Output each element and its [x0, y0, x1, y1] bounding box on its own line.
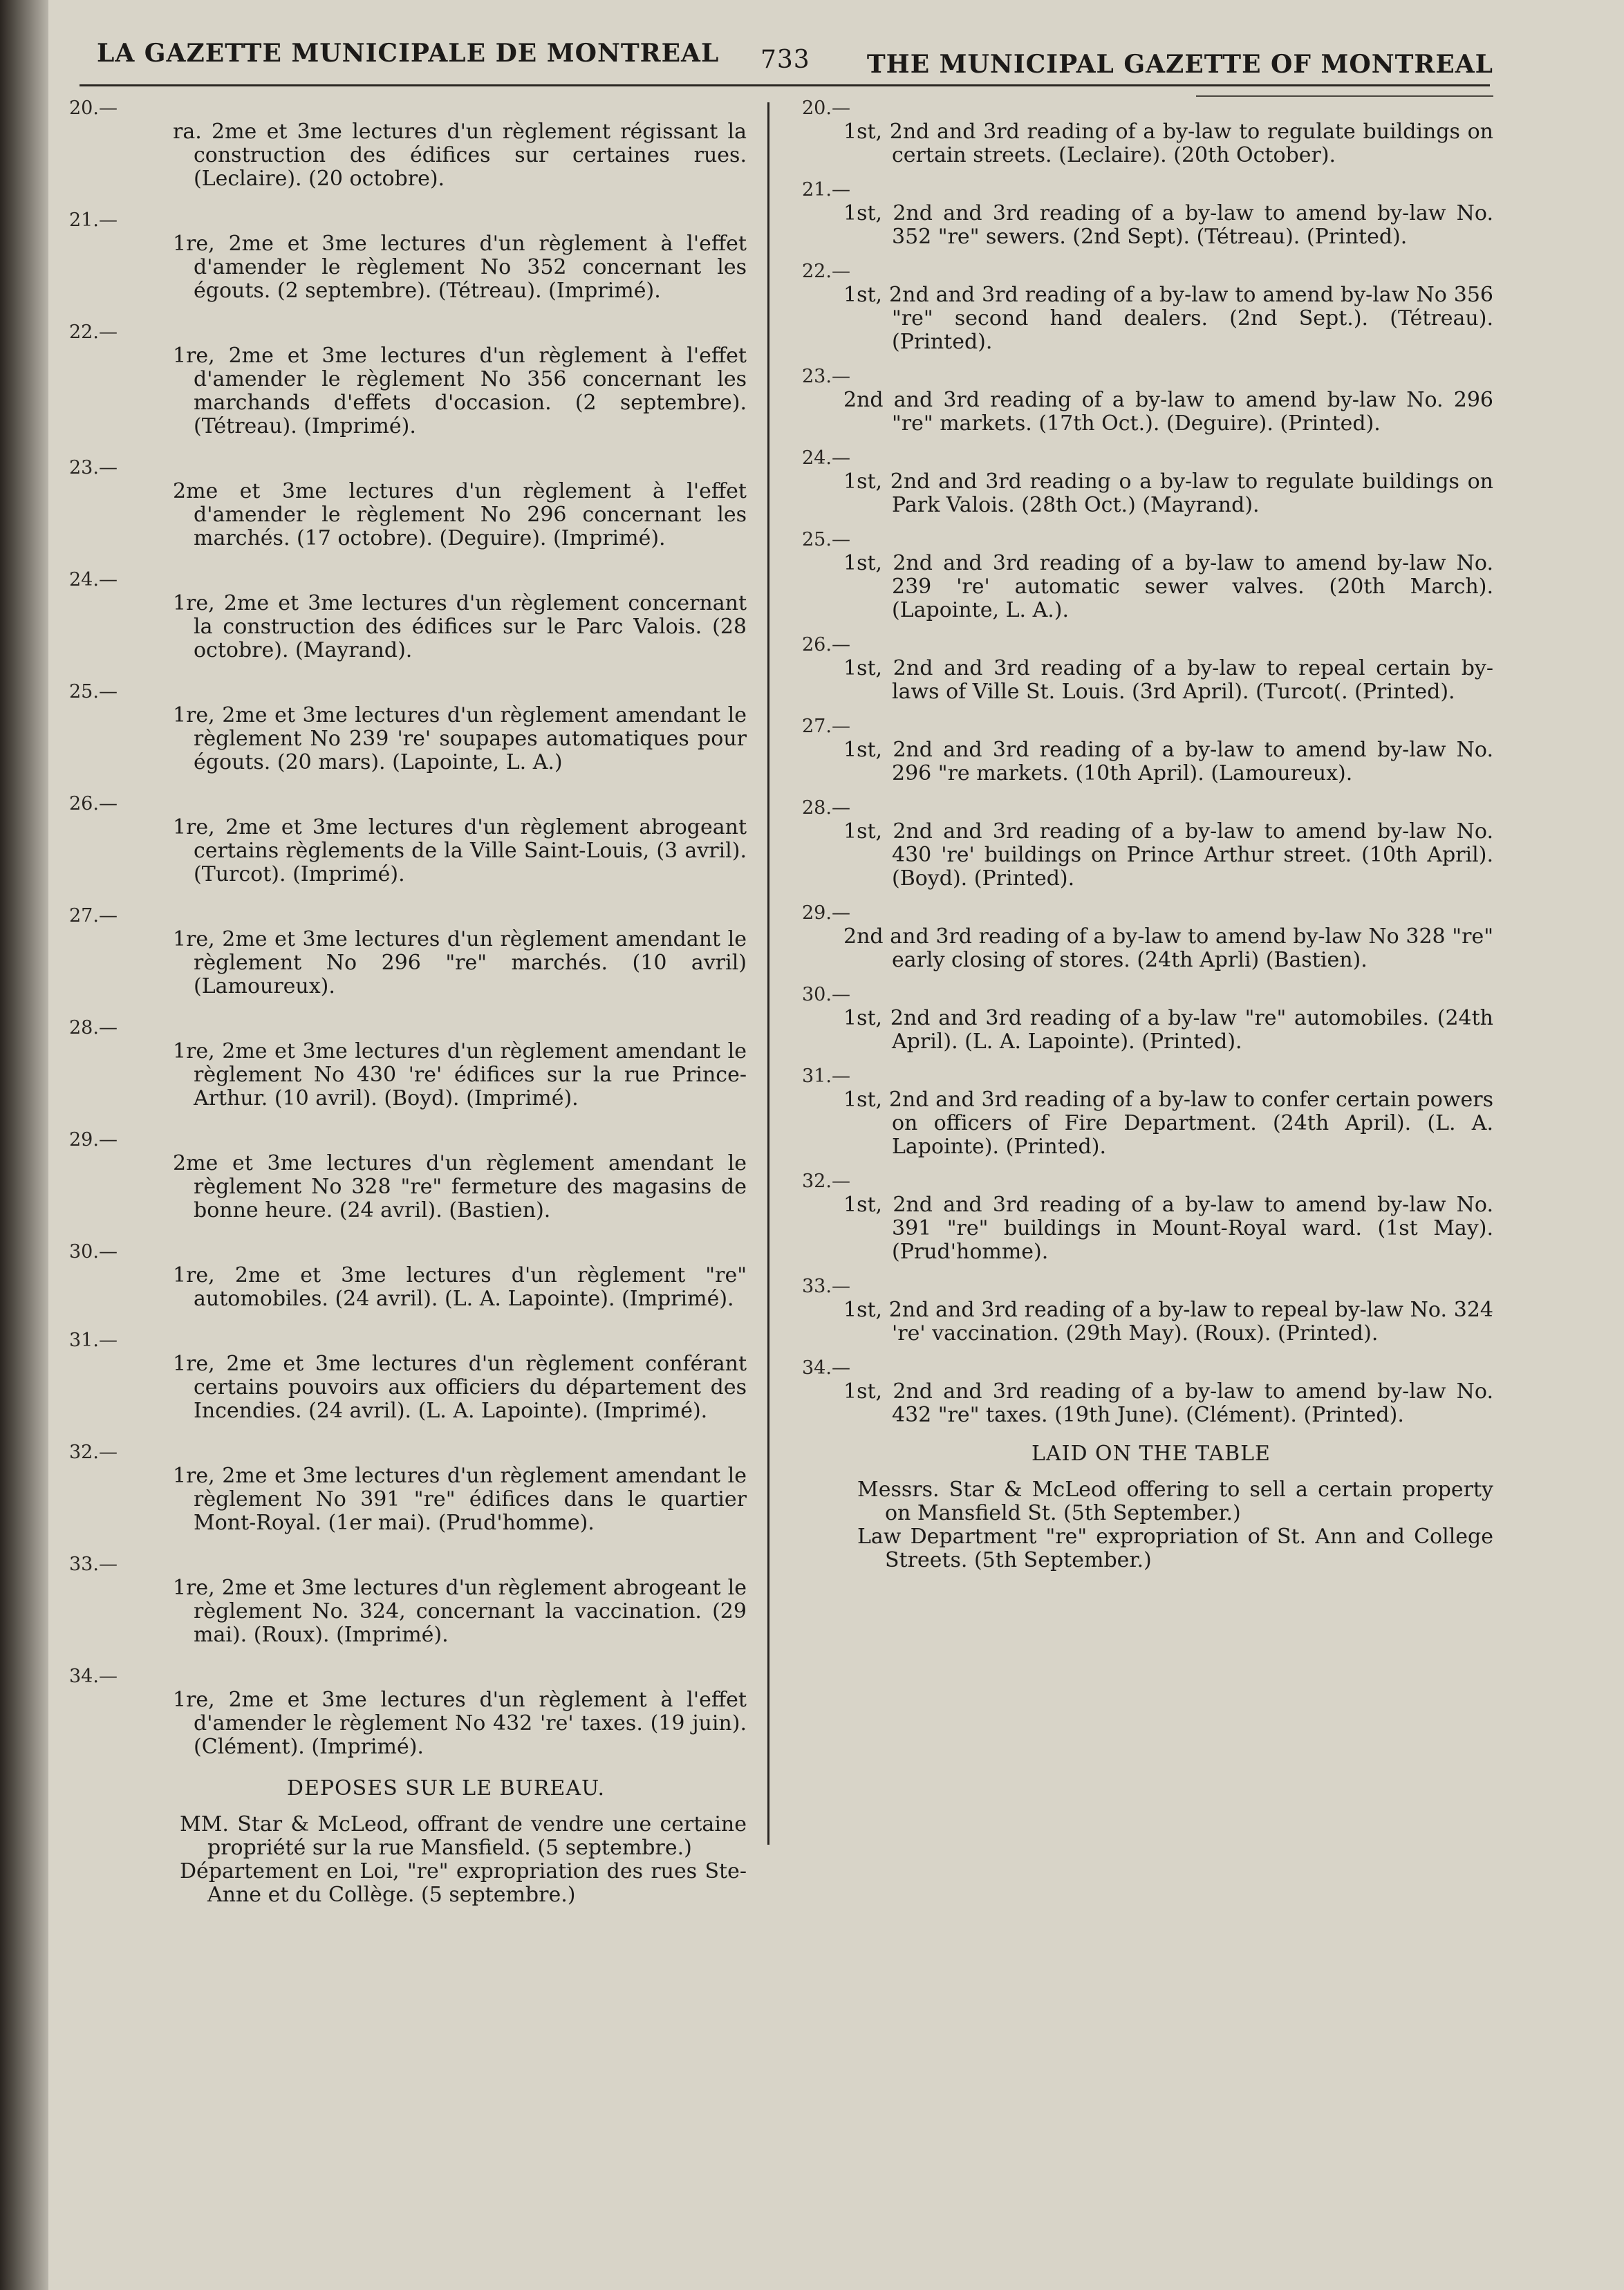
list-item — [69, 1329, 754, 1423]
list-item — [69, 792, 754, 886]
entry-text: 1re, 2me et 3me lectures d'un règlement à l'effet d'amender le règlement No 356 concernant les marchands d'effets d'occasion. (2 septembre). (Tétreau). (Imprimé). — [173, 344, 747, 438]
header-english-title: THE MUNICIPAL GAZETTE OF MONTREAL — [866, 50, 1493, 79]
entry-text: 2me et 3me lectures d'un règlement amendant le règlement No 328 "re" fermeture des magasins de bonne heure. (24 avril). (Bastien). — [173, 1151, 747, 1222]
entry-number: 20.— — [802, 97, 850, 119]
tabled-item: Law Department "re" expropriation of St. Ann and College Streets. (5th September.) — [857, 1525, 1493, 1572]
list-item — [802, 260, 1500, 354]
entry-text: 1st, 2nd and 3rd reading of a by-law to repeal by-law No. 324 're' vaccination. (29th May). (Roux). (Printed). — [843, 1298, 1493, 1346]
entry-text: 1re, 2me et 3me lectures d'un règlement conférant certains pouvoirs aux officiers du département des Incendies. (24 avril). (L. A. Lapointe). (Imprimé). — [173, 1352, 747, 1423]
entry-text: 1st, 2nd and 3rd reading of a by-law to confer certain powers on officers of Fire Department. (24th April). (L. A. Lapointe). (Printed). — [843, 1088, 1493, 1159]
list-item — [69, 1553, 754, 1647]
entry-text: 1st, 2nd and 3rd reading of a by-law to amend by-law No. 296 "re markets. (10th April). (Lamoureux). — [843, 738, 1493, 785]
list-item — [802, 1065, 1500, 1159]
list-item — [802, 178, 1500, 249]
entry-text: 1st, 2nd and 3rd reading of a by-law to amend by-law No. 432 "re" taxes. (19th June). (Clément). (Printed). — [843, 1379, 1493, 1427]
entry-number: 26.— — [802, 634, 850, 655]
entry-number: 32.— — [69, 1442, 118, 1463]
entry-number: 28.— — [802, 797, 850, 819]
entry-number: 22.— — [69, 322, 118, 343]
entry-text: 1st, 2nd and 3rd reading of a by-law to amend by-law No 356 "re" second hand dealers. (2nd Sept.). (Tétreau). (Printed). — [843, 283, 1493, 354]
entry-number: 20.— — [69, 97, 118, 119]
list-item — [802, 902, 1500, 972]
entry-number: 31.— — [802, 1065, 850, 1087]
list-item — [802, 1275, 1500, 1346]
entry-text: 1st, 2nd and 3rd reading of a by-law to amend by-law No. 391 "re" buildings in Mount-Royal ward. (1st May). (Prud'homme). — [843, 1193, 1493, 1264]
entry-number: 33.— — [802, 1276, 850, 1297]
section-title: DEPOSES SUR LE BUREAU. — [286, 1776, 606, 1800]
entry-text: 1st, 2nd and 3rd reading of a by-law to regulate buildings on certain streets. (Leclaire). (20th October). — [843, 120, 1493, 167]
list-item — [802, 983, 1500, 1054]
list-item — [802, 97, 1500, 167]
entry-text: 1re, 2me et 3me lectures d'un règlement amendant le règlement No 296 "re" marchés. (10 avril) (Lamoureux). — [173, 927, 747, 998]
entry-number: 23.— — [802, 366, 850, 387]
entry-text: 1re, 2me et 3me lectures d'un règlement amendant le règlement No 430 're' édifices sur la rue Prince-Arthur. (10 avril). (Boyd). (Imprimé). — [173, 1039, 747, 1110]
entry-number: 29.— — [802, 902, 850, 924]
list-item — [802, 715, 1500, 785]
entry-text: 1re, 2me et 3me lectures d'un règlement "re" automobiles. (24 avril). (L. A. Lapointe). (Imprimé). — [173, 1263, 747, 1311]
entry-number: 23.— — [69, 457, 118, 478]
entry-text: 1re, 2me et 3me lectures d'un règlement amendant le règlement No 239 're' soupapes automatiques pour égouts. (20 mars). (Lapointe, L. A.) — [173, 703, 747, 774]
entry-text: 1st, 2nd and 3rd reading of a by-law "re" automobiles. (24th April). (L. A. Lapointe). (Printed). — [843, 1006, 1493, 1054]
entry-number: 30.— — [802, 984, 850, 1005]
entry-text: 1re, 2me et 3me lectures d'un règlement amendant le règlement No 391 "re" édifices dans le quartier Mont-Royal. (1er mai). (Prud'homme). — [173, 1464, 747, 1535]
list-item — [802, 447, 1500, 517]
entry-number: 31.— — [69, 1330, 118, 1351]
entry-number: 21.— — [69, 210, 118, 231]
tabled-item: Département en Loi, "re" expropriation des rues Ste-Anne et du Collège. (5 septembre.) — [180, 1859, 747, 1907]
entry-number: 25.— — [802, 529, 850, 550]
list-item — [69, 680, 754, 774]
list-item — [69, 568, 754, 662]
list-item — [69, 209, 754, 303]
entry-text: 1st, 2nd and 3rd reading of a by-law to repeal certain by-laws of Ville St. Louis. (3rd April). (Turcot(. (Printed). — [843, 656, 1493, 704]
list-item — [69, 1240, 754, 1311]
list-item — [69, 97, 754, 191]
book-binding-edge — [0, 0, 48, 2290]
entry-number: 29.— — [69, 1129, 118, 1151]
page-header — [97, 36, 1493, 77]
header-french-title: LA GAZETTE MUNICIPALE DE MONTREAL — [97, 39, 720, 68]
list-item — [69, 1128, 754, 1222]
entry-number: 28.— — [69, 1017, 118, 1039]
list-item — [802, 528, 1500, 622]
entry-number: 30.— — [69, 1241, 118, 1263]
entry-text: ra. 2me et 3me lectures d'un règlement régissant la construction des édifices sur certaines rues. (Leclaire). (20 octobre). — [173, 120, 747, 191]
list-item — [69, 1441, 754, 1535]
entry-number: 32.— — [802, 1171, 850, 1192]
entry-number: 21.— — [802, 179, 850, 201]
entry-number: 24.— — [802, 447, 850, 469]
entry-text: 1re, 2me et 3me lectures d'un règlement abrogeant le règlement No. 324, concernant la vaccination. (29 mai). (Roux). (Imprimé). — [173, 1576, 747, 1647]
english-column — [802, 97, 1500, 1572]
list-item — [802, 1357, 1500, 1427]
list-item — [802, 1170, 1500, 1264]
entry-text: 1re, 2me et 3me lectures d'un règlement à l'effet d'amender le règlement No 432 're' taxes. (19 juin). (Clément). (Imprimé). — [173, 1688, 747, 1759]
list-item — [802, 633, 1500, 704]
list-item — [69, 904, 754, 998]
entry-number: 27.— — [69, 905, 118, 927]
entry-text: 1re, 2me et 3me lectures d'un règlement concernant la construction des édifices sur le Parc Valois. (28 octobre). (Mayrand). — [173, 591, 747, 662]
entry-number: 34.— — [69, 1666, 118, 1687]
entry-text: 1st, 2nd and 3rd reading of a by-law to amend by-law No. 239 're' automatic sewer valves. (20th March). (Lapointe, L. A.). — [843, 551, 1493, 622]
page-number: 733 — [760, 46, 810, 74]
entry-text: 1st, 2nd and 3rd reading o a by-law to regulate buildings on Park Valois. (28th Oct.) (Mayrand). — [843, 469, 1493, 517]
entry-text: 1re, 2me et 3me lectures d'un règlement à l'effet d'amender le règlement No 352 concernant les égouts. (2 septembre). (Tétreau). (Imprimé). — [173, 232, 747, 303]
entry-number: 24.— — [69, 569, 118, 590]
entry-text: 1st, 2nd and 3rd reading of a by-law to amend by-law No. 352 "re" sewers. (2nd Sept). (Tétreau). (Printed). — [843, 201, 1493, 249]
section-title: LAID ON THE TABLE — [1032, 1442, 1271, 1466]
tabled-item: Messrs. Star & McLeod offering to sell a certain property on Mansfield St. (5th September.) — [857, 1478, 1493, 1525]
list-item — [802, 365, 1500, 436]
list-item — [802, 797, 1500, 891]
list-item — [69, 321, 754, 438]
french-column — [69, 97, 754, 1907]
entry-text: 2nd and 3rd reading of a by-law to amend by-law No. 296 "re" markets. (17th Oct.). (Deguire). (Printed). — [843, 388, 1493, 436]
entry-text: 1st, 2nd and 3rd reading of a by-law to amend by-law No. 430 're' buildings on Prince Arthur street. (10th April). (Boyd). (Printed). — [843, 819, 1493, 891]
entry-number: 26.— — [69, 793, 118, 814]
tabled-item: MM. Star & McLeod, offrant de vendre une certaine propriété sur la rue Mansfield. (5 septembre.) — [180, 1812, 747, 1860]
entry-number: 27.— — [802, 716, 850, 737]
entry-text: 2me et 3me lectures d'un règlement à l'effet d'amender le règlement No 296 concernant les marchés. (17 octobre). (Deguire). (Imprimé). — [173, 479, 747, 550]
entry-number: 25.— — [69, 681, 118, 702]
entry-number: 33.— — [69, 1554, 118, 1575]
column-divider — [767, 102, 769, 1845]
list-item — [69, 456, 754, 550]
entry-number: 22.— — [802, 261, 850, 282]
entry-number: 34.— — [802, 1357, 850, 1379]
entry-text: 2nd and 3rd reading of a by-law to amend by-law No 328 "re" early closing of stores. (24th Aprli) (Bastien). — [843, 924, 1493, 972]
header-rule — [80, 84, 1490, 86]
list-item — [69, 1016, 754, 1110]
entry-text: 1re, 2me et 3me lectures d'un règlement abrogeant certains règlements de la Ville Saint-Louis, (3 avril). (Turcot). (Imprimé). — [173, 815, 747, 886]
list-item — [69, 1665, 754, 1759]
